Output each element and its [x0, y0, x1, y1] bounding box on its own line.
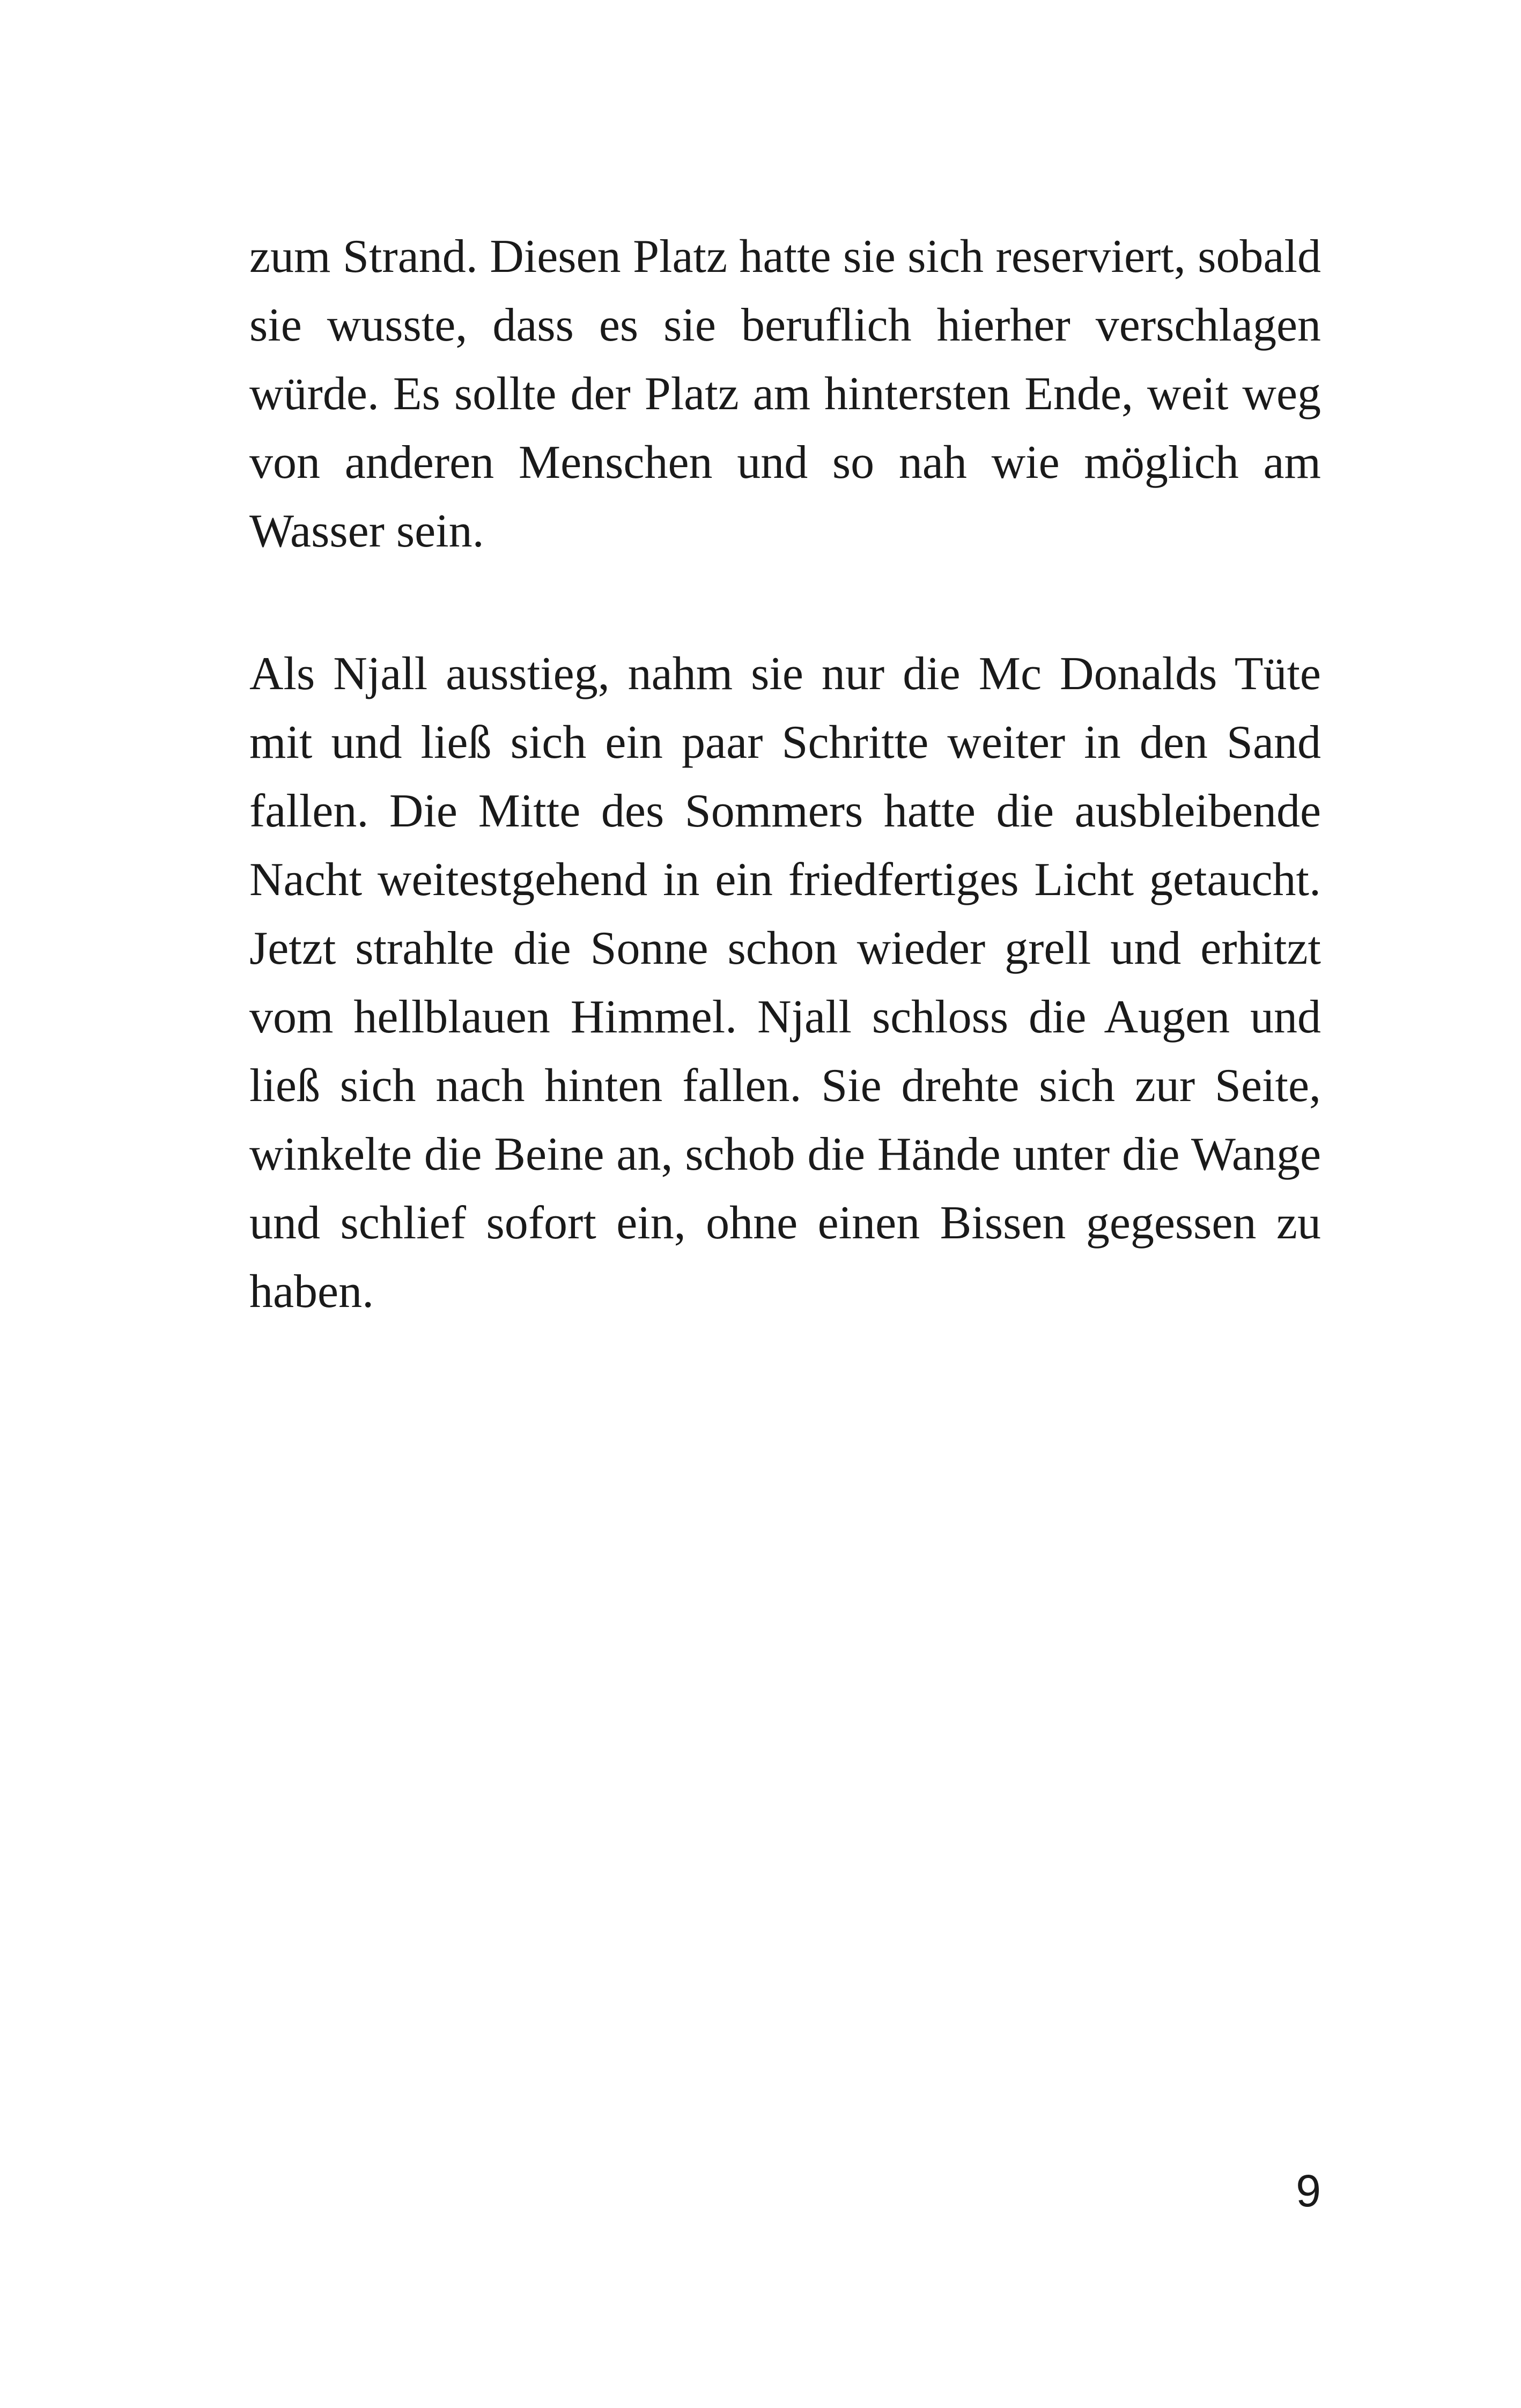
- paragraph-line: würde. Es sollte der Platz am hintersten Ende, weit weg: [249, 368, 1321, 420]
- paragraph-1: [249, 223, 1321, 566]
- paragraph-line: fallen. Die Mitte des Sommers hatte die ausbleibende: [249, 785, 1321, 837]
- paragraph-line: mit und ließ sich ein paar Schritte weiter in den Sand: [249, 717, 1321, 769]
- paragraph-line: Als Njall ausstieg, nahm sie nur die Mc Donalds Tüte: [249, 648, 1321, 700]
- paragraph-line: Nacht weitestgehend in ein friedfertiges Licht getaucht.: [249, 854, 1321, 906]
- paragraph-line: Jetzt strahlte die Sonne schon wieder grell und erhitzt: [249, 922, 1321, 974]
- paragraph-line: und schlief sofort ein, ohne einen Bissen gegessen zu: [249, 1197, 1321, 1249]
- paragraph-line: Wasser sein.: [249, 505, 484, 557]
- paragraph-line: ließ sich nach hinten fallen. Sie drehte sich zur Seite,: [249, 1060, 1321, 1112]
- page-number: 9: [1296, 2166, 1321, 2216]
- paragraph-line: von anderen Menschen und so nah wie möglich am: [249, 437, 1321, 489]
- paragraph-line: haben.: [249, 1266, 374, 1318]
- paragraph-line: zum Strand. Diesen Platz hatte sie sich reserviert, sobald: [249, 231, 1321, 283]
- paragraph-line: sie wusste, dass es sie beruflich hierher verschlagen: [249, 299, 1321, 351]
- paragraph-line: winkelte die Beine an, schob die Hände unter die Wange: [249, 1128, 1321, 1180]
- paragraph-2: [249, 640, 1321, 1326]
- paragraph-line: vom hellblauen Himmel. Njall schloss die Augen und: [249, 991, 1321, 1043]
